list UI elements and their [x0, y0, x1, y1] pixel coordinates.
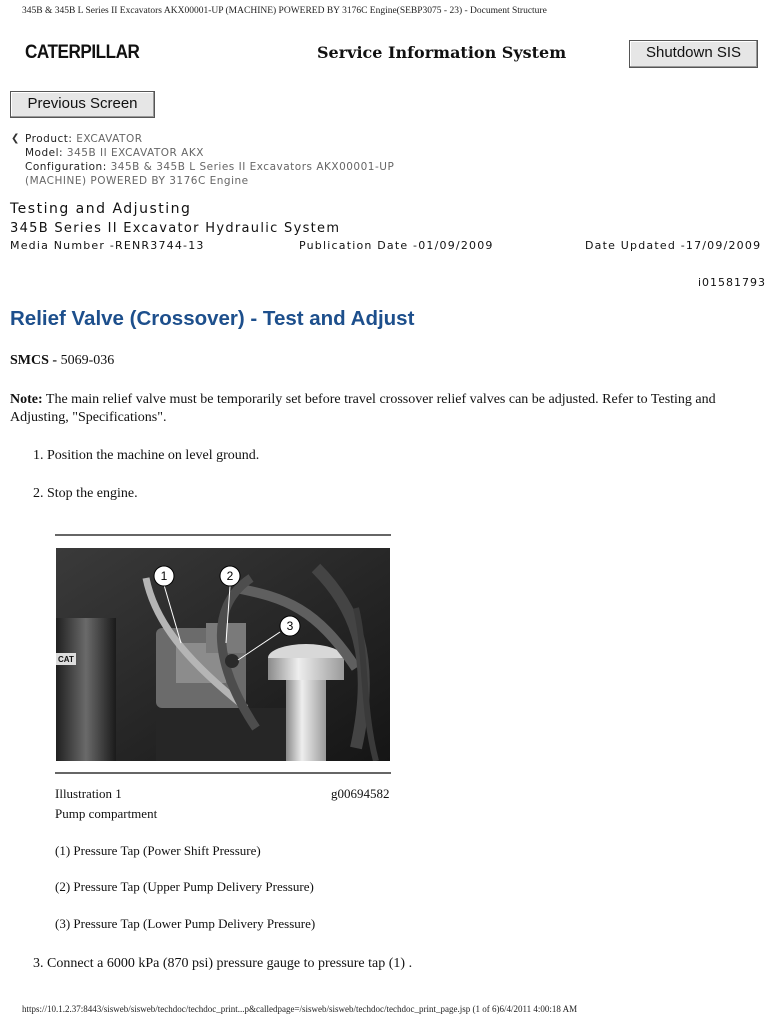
product-label: Product:: [25, 133, 73, 145]
note-text: The main relief valve must be temporarily set before travel crossover relief valves can be adjusted. Refer to Testing and Adjusting, "Specifications".: [10, 392, 716, 425]
caterpillar-logo: CATERPILLAR: [25, 42, 140, 63]
step-text: Position the machine on level ground.: [47, 448, 260, 463]
step-number: 1.: [33, 448, 44, 463]
svg-text:1: 1: [160, 569, 168, 583]
pump-compartment-photo: [56, 548, 390, 761]
product-info: [11, 132, 394, 188]
chevron-left-icon[interactable]: ❮: [11, 133, 20, 144]
model-row: [11, 146, 394, 160]
step-3: [33, 955, 412, 973]
model-value: 345B II EXCAVATOR AKX: [66, 147, 204, 159]
date-updated: Date Updated -17/09/2009: [585, 239, 762, 252]
illustration-id: g00694582: [331, 786, 390, 801]
smcs-label: SMCS -: [10, 353, 58, 368]
illustration-caption: Pump compartment: [55, 806, 158, 821]
configuration-row-continued: [11, 174, 394, 188]
callout-2: [220, 566, 240, 586]
publication-date: Publication Date -01/09/2009: [299, 239, 494, 252]
illustration-label: Illustration 1: [55, 786, 122, 801]
configuration-row: [11, 160, 394, 174]
svg-text:2: 2: [226, 569, 234, 583]
illustration-bottom-rule: [55, 772, 391, 774]
illustration-top-rule: [55, 534, 391, 536]
step-2: [33, 485, 138, 503]
photo-drawing: [56, 548, 390, 761]
product-row[interactable]: [11, 132, 394, 146]
cat-decal: CAT: [58, 655, 74, 664]
svg-text:3: 3: [286, 619, 294, 633]
legend-item-1: (1) Pressure Tap (Power Shift Pressure): [55, 843, 261, 858]
document-system: 345B Series II Excavator Hydraulic System: [10, 221, 341, 236]
configuration-value-continued: (MACHINE) POWERED BY 3176C Engine: [25, 175, 249, 187]
step-number: 3.: [33, 956, 44, 971]
media-number: Media Number -RENR3744-13: [10, 239, 205, 252]
legend-item-3: (3) Pressure Tap (Lower Pump Delivery Pressure): [55, 916, 316, 931]
step-number: 2.: [33, 486, 44, 501]
configuration-value: 345B & 345B L Series II Excavators AKX00001-UP: [110, 161, 395, 173]
note-label: Note:: [10, 392, 43, 407]
callout-1: [154, 566, 174, 586]
previous-screen-button[interactable]: Previous Screen: [10, 91, 155, 118]
filter-canister: [56, 618, 116, 761]
smcs-code: [10, 352, 114, 370]
step-1: [33, 447, 259, 465]
note-paragraph: [10, 391, 750, 427]
step-text: Stop the engine.: [47, 486, 138, 501]
configuration-label: Configuration:: [25, 161, 107, 173]
callout-3: [280, 616, 300, 636]
page-title: Relief Valve (Crossover) - Test and Adjust: [10, 307, 415, 330]
document-category: Testing and Adjusting: [10, 201, 192, 217]
system-title: Service Information System: [317, 43, 567, 62]
footer-url: https://10.1.2.37:8443/sisweb/sisweb/techdoc/techdoc_print...p&calledpage=/sisweb/sisweb/techdoc/techdoc_print_page.jsp (1 of 6)6/4/2011 4:00:18 AM: [22, 1004, 578, 1014]
window-title: 345B & 345B L Series II Excavators AKX00001-UP (MACHINE) POWERED BY 3176C Engine(SEBP3075 - 23) - Document Structure: [22, 6, 547, 16]
shutdown-sis-button[interactable]: Shutdown SIS: [629, 40, 758, 68]
smcs-value: 5069-036: [60, 353, 115, 368]
model-label: Model:: [25, 147, 64, 159]
product-value: EXCAVATOR: [76, 133, 143, 145]
step-text: Connect a 6000 kPa (870 psi) pressure gauge to pressure tap (1) .: [47, 956, 413, 971]
legend-item-2: (2) Pressure Tap (Upper Pump Delivery Pressure): [55, 879, 314, 894]
document-id: i01581793: [698, 276, 767, 289]
